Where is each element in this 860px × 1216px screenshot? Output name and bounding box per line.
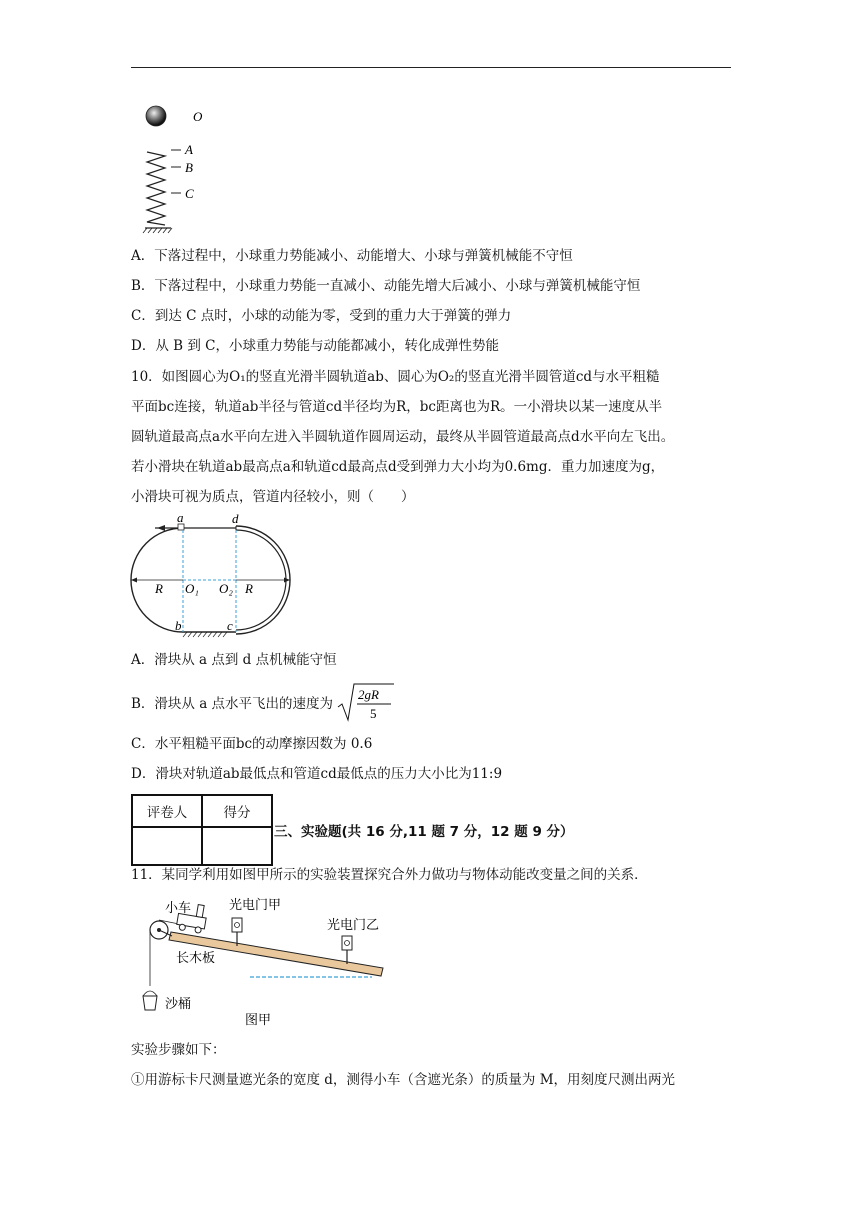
label-o2: O₂ [219, 581, 233, 596]
label-o1: O₁ [185, 581, 199, 596]
label-board: 长木板 [176, 951, 216, 966]
label-bucket: 沙桶 [165, 997, 192, 1012]
spring [147, 152, 165, 225]
ball [146, 106, 166, 126]
steps-title: 实验步骤如下： [131, 1042, 226, 1058]
score-table-grader-header: 评卷人 [132, 795, 202, 827]
sqrt-formula [336, 680, 396, 724]
q10-line-3: 圆轨道最高点a水平向左进入半圆轨道作圆周运动，最终从半圆管道最高点d水平向左飞出。 [131, 429, 675, 445]
header-rule [131, 67, 731, 68]
label-a: A [185, 142, 193, 157]
formula-denominator: 5 [370, 706, 377, 721]
q10-option-a: A．滑块从 a 点到 d 点机械能守恒 [131, 652, 337, 668]
sand-bucket [143, 991, 157, 1010]
q10-line-5: 小滑块可视为质点，管道内径较小，则（ ） [131, 489, 415, 505]
track-figure [125, 512, 305, 640]
q10-option-b: B．滑块从 a 点水平飞出的速度为 [131, 696, 334, 712]
label-r-right: R [245, 581, 253, 596]
photogate-a [232, 918, 242, 946]
label-o: O [193, 109, 203, 124]
score-table-score-cell [202, 827, 272, 865]
label-c: C [185, 186, 194, 201]
label-d: d [232, 512, 239, 526]
label-cart: 小车 [165, 901, 192, 916]
step-1: ①用游标卡尺测量遮光条的宽度 d，测得小车（含遮光条）的质量为 M，用刻度尺测出两光 [131, 1072, 676, 1088]
q11-line: 11．某同学利用如图甲所示的实验装置探究合外力做功与物体动能改变量之间的关系． [131, 867, 648, 883]
apparatus-figure [135, 890, 405, 1032]
spring-ball-figure [131, 100, 231, 235]
q9-option-a: A．下落过程中，小球重力势能减小、动能增大、小球与弹簧机械能不守恒 [131, 248, 573, 264]
q10-line-4: 若小滑块在轨道ab最高点a和轨道cd最高点d受到弹力大小均为0.6mg．重力加速度为g， [131, 459, 665, 475]
q10-line-1: 10．如图圆心为O₁的竖直光滑半圆轨道ab、圆心为O₂的竖直光滑半圆管道cd与水平粗糙 [131, 369, 660, 385]
q10-option-c: C．水平粗糙平面bc的动摩擦因数为 0.6 [131, 736, 373, 752]
q9-option-c: C．到达 C 点时，小球的动能为零，受到的重力大于弹簧的弹力 [131, 308, 512, 324]
label-a: a [177, 512, 184, 525]
label-gate-b: 光电门乙 [327, 918, 380, 933]
figure-caption: 图甲 [245, 1013, 272, 1028]
photogate-b [342, 936, 352, 964]
q9-option-d: D．从 B 到 C，小球重力势能与动能都减小，转化成弹性势能 [131, 338, 499, 354]
velocity-arrow [157, 525, 165, 531]
q10-option-d: D．滑块对轨道ab最低点和管道cd最低点的压力大小比为11:9 [131, 766, 503, 782]
score-table-grader-cell [132, 827, 202, 865]
score-table [131, 794, 273, 866]
label-b: b [175, 618, 182, 633]
label-gate-a: 光电门甲 [229, 898, 282, 913]
label-b: B [185, 160, 193, 175]
section-title: 三、实验题(共 16 分,11 题 7 分，12 题 9 分） [274, 824, 574, 840]
score-table-score-header: 得分 [202, 795, 272, 827]
label-r-left: R [155, 581, 163, 596]
q10-line-2: 平面bc连接，轨道ab半径与管道cd半径均为R，bc距离也为R。一小滑块以某一速度从半 [131, 399, 663, 415]
q9-option-b: B．下落过程中，小球重力势能一直减小、动能先增大后减小、小球与弹簧机械能守恒 [131, 278, 641, 294]
label-c: c [227, 618, 233, 633]
formula-numerator: 2gR [358, 687, 379, 702]
